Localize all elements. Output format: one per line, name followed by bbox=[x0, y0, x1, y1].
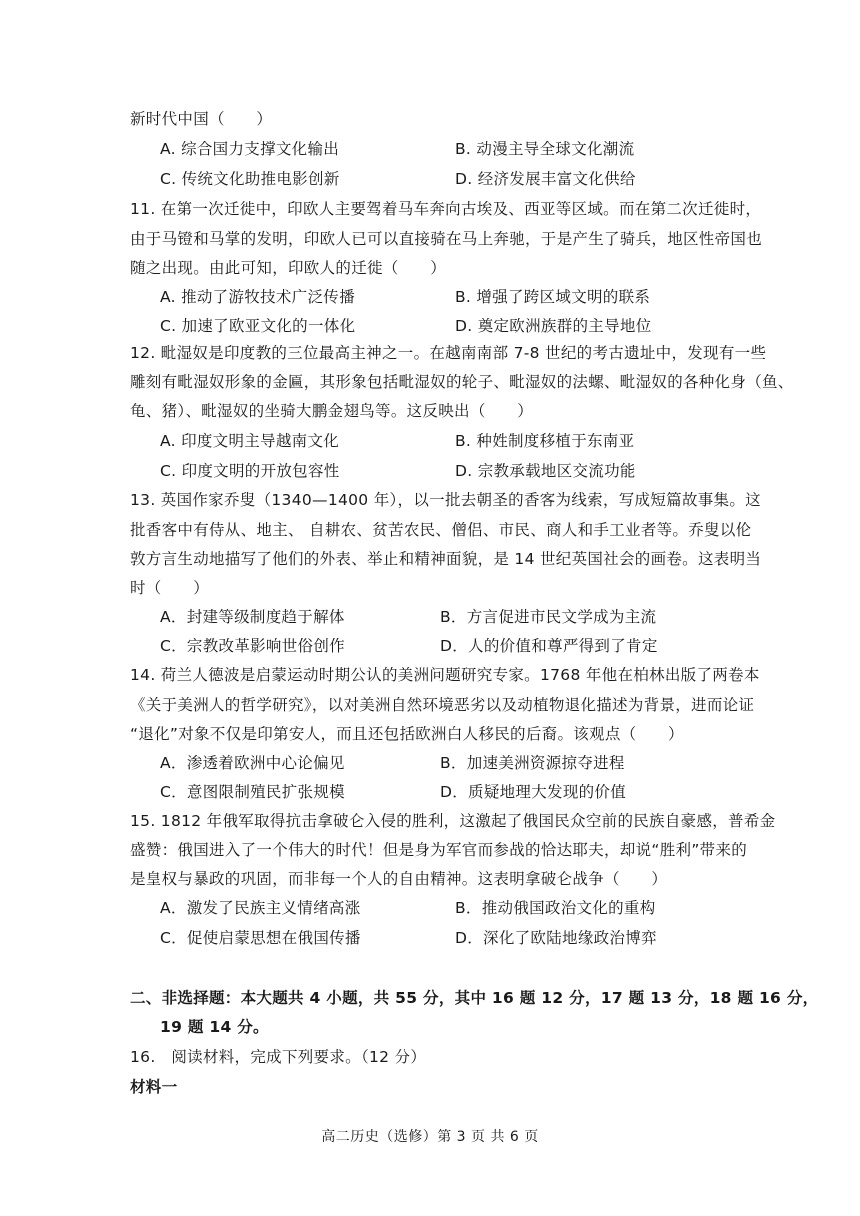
material-label: 材料一 bbox=[130, 1078, 178, 1096]
q14-option-a: A．渗透着欧洲中心论偏见 bbox=[160, 754, 345, 772]
q10-option-d: D. 经济发展丰富文化供给 bbox=[455, 170, 636, 188]
q10-stem: 新时代中国（ ） bbox=[130, 110, 273, 128]
q12-stem-line: 12. 毗湿奴是印度教的三位最高主神之一。在越南南部 7-8 世纪的考古遗址中，发现有一些 bbox=[130, 344, 767, 362]
q12-stem-line: 雕刻有毗湿奴形象的金匾，其形象包括毗湿奴的轮子、毗湿奴的法螺、毗湿奴的各种化身（鱼、 bbox=[130, 373, 794, 391]
q11-option-a: A. 推动了游牧技术广泛传播 bbox=[160, 288, 355, 306]
q13-option-c: C．宗教改革影响世俗创作 bbox=[160, 637, 345, 655]
q14-stem-line: 14. 荷兰人德波是启蒙运动时期公认的美洲问题研究专家。1768 年他在柏林出版了两卷本 bbox=[130, 666, 760, 684]
q14-stem-line: 《关于美洲人的哲学研究》，以对美洲自然环境恶劣以及动植物退化描述为背景，进而论证 bbox=[130, 696, 755, 714]
q13-stem-line: 时（ ） bbox=[130, 579, 210, 597]
q13-stem-line: 13. 英国作家乔叟（1340—1400 年），以一批去朝圣的香客为线索，写成短篇故事集。这 bbox=[130, 491, 761, 509]
q15-option-d: D．深化了欧陆地缘政治博弈 bbox=[455, 929, 657, 947]
q13-option-d: D．人的价值和尊严得到了肯定 bbox=[440, 637, 658, 655]
q12-stem-line: 龟、猪）、毗湿奴的坐骑大鹏金翅鸟等。这反映出（ ） bbox=[130, 402, 534, 420]
q15-option-a: A．激发了民族主义情绪高涨 bbox=[160, 899, 361, 917]
q15-stem-line: 盛赞：俄国进入了一个伟大的时代！但是身为军官而参战的恰达耶夫，却说“胜利”带来的 bbox=[130, 841, 748, 859]
q14-stem-line: “退化”对象不仅是印第安人，而且还包括欧洲白人移民的后裔。该观点（ ） bbox=[130, 725, 684, 743]
q13-option-a: A．封建等级制度趋于解体 bbox=[160, 608, 345, 626]
q13-stem-line: 批香客中有侍从、地主、 自耕农、贫苦农民、僧侣、市民、商人和手工业者等。乔叟以伦 bbox=[130, 521, 752, 539]
page-footer: 高二历史（选修）第 3 页 共 6 页 bbox=[321, 1129, 539, 1145]
q13-stem-line: 敦方言生动地描写了他们的外表、举止和精神面貌，是 14 世纪英国社会的画卷。这表明当 bbox=[130, 550, 762, 568]
section2-heading: 二、非选择题：本大题共 4 小题，共 55 分，其中 16 题 12 分，17 题 13 分，18 题 16 分， bbox=[130, 989, 819, 1007]
q11-option-c: C. 加速了欧亚文化的一体化 bbox=[160, 317, 356, 335]
q15-option-b: B．推动俄国政治文化的重构 bbox=[455, 899, 656, 917]
q11-stem-line: 由于马镫和马掌的发明，印欧人已可以直接骑在马上奔驰，于是产生了骑兵，地区性帝国也 bbox=[130, 230, 763, 248]
q11-option-b: B. 增强了跨区域文明的联系 bbox=[455, 288, 651, 306]
q16-stem: 16. 阅读材料，完成下列要求。（12 分） bbox=[130, 1048, 427, 1066]
q14-option-d: D．质疑地理大发现的价值 bbox=[440, 783, 627, 801]
q10-option-a: A. 综合国力支撑文化输出 bbox=[160, 140, 340, 158]
q11-stem-line: 11. 在第一次迁徙中，印欧人主要驾着马车奔向古埃及、西亚等区域。而在第二次迁徙时， bbox=[130, 200, 762, 218]
q14-option-c: C．意图限制殖民扩张规模 bbox=[160, 783, 345, 801]
q15-option-c: C．促使启蒙思想在俄国传播 bbox=[160, 929, 361, 947]
q15-stem-line: 是皇权与暴政的巩固，而非每一个人的自由精神。这表明拿破仑战争（ ） bbox=[130, 870, 668, 888]
q13-option-b: B．方言促进市民文学成为主流 bbox=[440, 608, 657, 626]
q12-option-c: C. 印度文明的开放包容性 bbox=[160, 462, 340, 480]
q11-option-d: D. 奠定欧洲族群的主导地位 bbox=[455, 317, 652, 335]
q10-option-b: B. 动漫主导全球文化潮流 bbox=[455, 140, 635, 158]
q12-option-b: B. 种姓制度移植于东南亚 bbox=[455, 432, 635, 450]
q12-option-d: D. 宗教承载地区交流功能 bbox=[455, 462, 636, 480]
section2-heading-cont: 19 题 14 分。 bbox=[160, 1018, 269, 1036]
q12-option-a: A. 印度文明主导越南文化 bbox=[160, 432, 340, 450]
q15-stem-line: 15. 1812 年俄军取得抗击拿破仑入侵的胜利，这激起了俄国民众空前的民族自豪感，普希金 bbox=[130, 812, 776, 830]
q14-option-b: B．加速美洲资源掠夺进程 bbox=[440, 754, 625, 772]
q10-option-c: C. 传统文化助推电影创新 bbox=[160, 170, 340, 188]
q11-stem-line: 随之出现。由此可知，印欧人的迁徙（ ） bbox=[130, 259, 447, 277]
